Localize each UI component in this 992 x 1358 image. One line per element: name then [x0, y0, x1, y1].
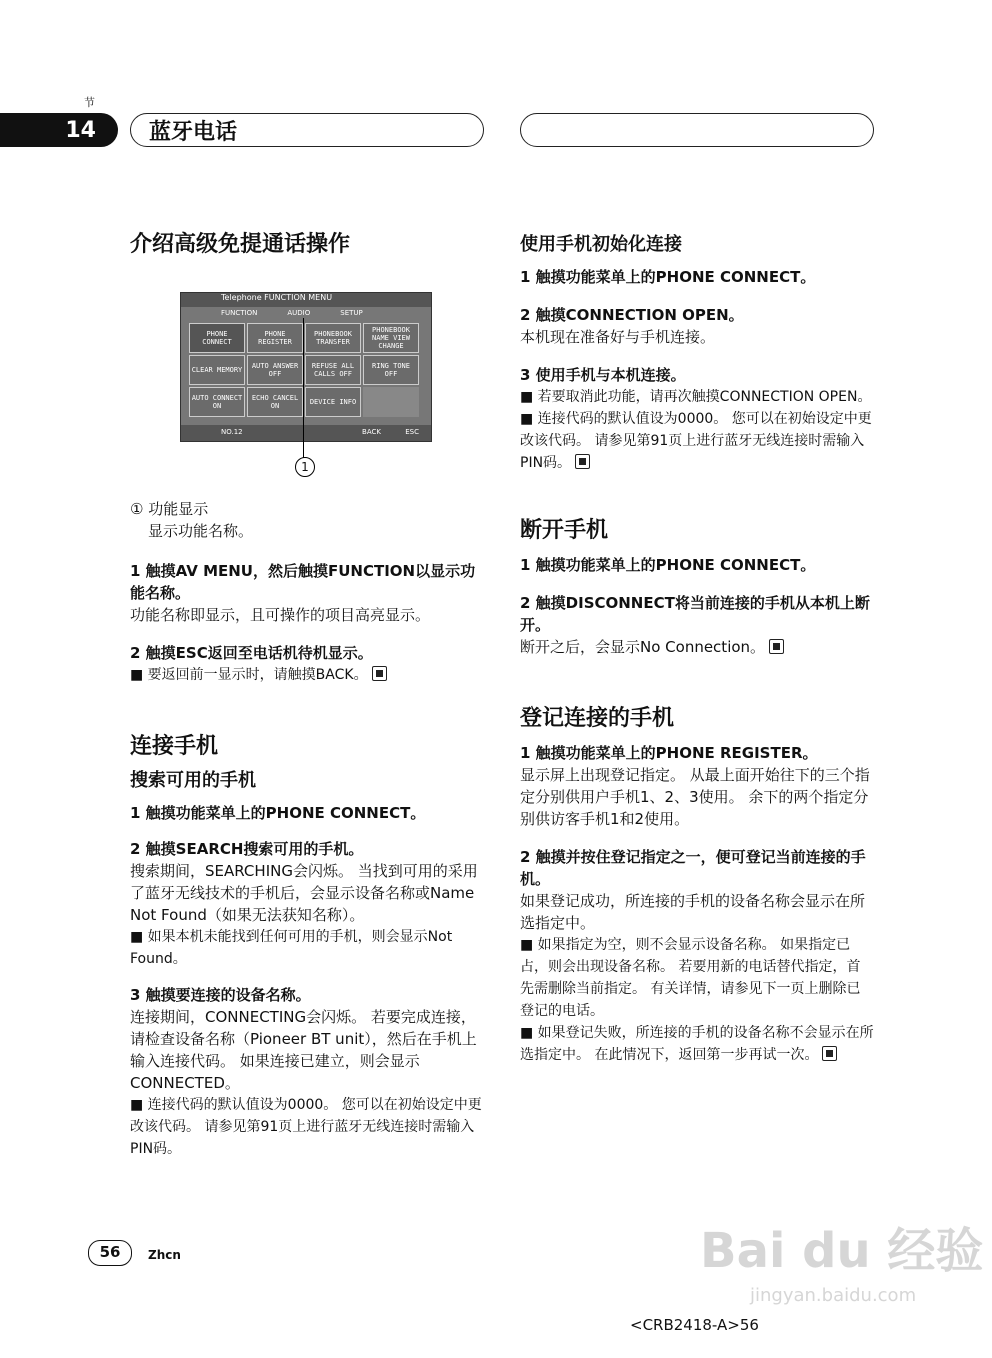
- screen-button: CLEAR MEMORY: [189, 355, 245, 385]
- register-step-1: 1 触摸功能菜单上的PHONE REGISTER。: [520, 744, 818, 762]
- callout-desc: 显示功能名称。: [148, 522, 254, 540]
- language-code: Zhcn: [148, 1248, 181, 1262]
- init-step-3-note-2: [520, 408, 874, 474]
- chapter-number: 14: [0, 113, 118, 147]
- doc-code: <CRB2418-A>56: [630, 1316, 759, 1334]
- register-step-2-desc: 如果登记成功，所连接的手机的设备名称会显示在所选指定中。: [520, 892, 866, 932]
- step-2-note: [130, 664, 485, 686]
- left-body: [130, 498, 485, 1160]
- screen-button-empty: [363, 387, 419, 417]
- end-mark-icon: [769, 639, 784, 654]
- register-step-2-note-2-text: ■ 如果登记失败，所连接的手机的设备名称不会显示在所选指定中。 在此情况下，返回第一步再试一次。: [520, 1025, 874, 1063]
- init-step-3-note-1: ■ 若要取消此功能，请再次触摸CONNECTION OPEN。: [520, 389, 872, 405]
- section-label: 节: [84, 96, 95, 109]
- end-mark-icon: [372, 666, 387, 681]
- callout-number: 1: [295, 457, 315, 477]
- function-grid: [189, 323, 419, 417]
- chapter-title: 蓝牙电话: [130, 113, 484, 147]
- disconnect-step-2-desc: [520, 636, 874, 658]
- screen-title: Telephone FUNCTION MENU: [181, 293, 431, 307]
- init-step-2: 2 触摸CONNECTION OPEN。: [520, 306, 744, 324]
- register-step-2-note-2: [520, 1022, 874, 1066]
- step-1: 1 触摸AV MENU，然后触摸FUNCTION以显示功能名称。: [130, 562, 476, 602]
- connect-title: 连接手机: [130, 734, 219, 759]
- function-screen: [180, 292, 432, 442]
- right-column: [520, 232, 874, 1066]
- screen-bottom-bar: [181, 425, 431, 441]
- init-step-1: 1 触摸功能菜单上的PHONE CONNECT。: [520, 268, 816, 286]
- screen-button: PHONE REGISTER: [247, 323, 303, 353]
- screen-button: PHONEBOOK TRANSFER: [305, 323, 361, 353]
- left-column: [130, 230, 485, 260]
- register-step-2: 2 触摸并按住登记指定之一，便可登记当前连接的手机。: [520, 848, 866, 888]
- watermark-url: jingyan.baidu.com: [750, 1285, 917, 1306]
- screen-button: DEVICE INFO: [305, 387, 361, 417]
- disconnect-title: 断开手机: [520, 518, 609, 543]
- register-title: 登记连接的手机: [520, 706, 675, 731]
- intro-title: 介绍高级免提通话操作: [130, 232, 351, 257]
- screen-button: PHONE CONNECT: [189, 323, 245, 353]
- callout-label: ① 功能显示: [130, 500, 209, 518]
- init-step-2-desc: 本机现在准备好与手机连接。: [520, 328, 716, 346]
- end-mark-icon: [822, 1046, 837, 1061]
- step-1-desc: 功能名称即显示，且可操作的项目高亮显示。: [130, 606, 431, 624]
- register-step-1-desc: 显示屏上出现登记指定。 从最上面开始往下的三个指定分别供用户手机1、2、3使用。 余下的两个指定分别供访客手机1和2使用。: [520, 766, 870, 828]
- search-step-1: 1 触摸功能菜单上的PHONE CONNECT。: [130, 804, 426, 822]
- search-step-2: 2 触摸SEARCH搜索可用的手机。: [130, 840, 364, 858]
- screen-footer: NO.12: [221, 428, 243, 436]
- chapter-pill-empty: [520, 113, 874, 147]
- disconnect-step-2: 2 触摸DISCONNECT将当前连接的手机从本机上断开。: [520, 594, 870, 634]
- esc-label: ESC: [405, 428, 419, 436]
- register-step-2-note-1: ■ 如果指定为空，则不会显示设备名称。 如果指定已占，则会出现设备名称。 若要用新的电话替代指定，首先需删除当前指定。 有关详情，请参见下一页上删除已登记的电话。: [520, 937, 861, 1019]
- screen-button: PHONEBOOK NAME VIEW CHANGE: [363, 323, 419, 353]
- screen-button: AUTO CONNECT ON: [189, 387, 245, 417]
- search-step-3: 3 触摸要连接的设备名称。: [130, 986, 311, 1004]
- init-step-3-note-2-text: ■ 连接代码的默认值设为0000。 您可以在初始设定中更改该代码。 请参见第91页上进行蓝牙无线连接时需输入PIN码。: [520, 411, 872, 471]
- screen-button: RING TONE OFF: [363, 355, 419, 385]
- watermark-logo: Bai du 经验: [700, 1223, 984, 1279]
- screen-tab: AUDIO: [287, 309, 311, 317]
- init-step-3: 3 使用手机与本机连接。: [520, 366, 686, 384]
- search-step-3-desc: 连接期间，CONNECTING会闪烁。 若要完成连接，请检查设备名称（Pioneer BT unit），然后在手机上输入连接代码。 如果连接已建立，则会显示CONNECTED。: [130, 1008, 477, 1092]
- end-mark-icon: [575, 454, 590, 469]
- screen-button: REFUSE ALL CALLS OFF: [305, 355, 361, 385]
- screen-tab: SETUP: [340, 309, 363, 317]
- screen-button: AUTO ANSWER OFF: [247, 355, 303, 385]
- step-2-note-text: ■ 要返回前一显示时，请触摸BACK。: [130, 667, 368, 683]
- search-step-2-desc: 搜索期间，SEARCHING会闪烁。 当找到可用的采用了蓝牙无线技术的手机后，会显示设备名称或Name Not Found（如果无法获知名称）。: [130, 862, 478, 924]
- search-step-3-note: ■ 连接代码的默认值设为0000。 您可以在初始设定中更改该代码。 请参见第91页上进行蓝牙无线连接时需输入PIN码。: [130, 1097, 482, 1157]
- page-number: 56: [88, 1240, 132, 1266]
- screen-button: ECHO CANCEL ON: [247, 387, 303, 417]
- init-title: 使用手机初始化连接: [520, 234, 682, 255]
- search-step-2-note: ■ 如果本机未能找到任何可用的手机，则会显示Not Found。: [130, 929, 453, 967]
- search-title: 搜索可用的手机: [130, 770, 256, 791]
- disconnect-step-1: 1 触摸功能菜单上的PHONE CONNECT。: [520, 556, 816, 574]
- callout-line: [303, 318, 304, 458]
- step-2: 2 触摸ESC返回至电话机待机显示。: [130, 644, 373, 662]
- screen-tab: FUNCTION: [221, 309, 258, 317]
- back-label: BACK: [362, 428, 381, 436]
- disconnect-step-2-desc-text: 断开之后，会显示No Connection。: [520, 638, 766, 656]
- screen-tabs: [221, 309, 363, 317]
